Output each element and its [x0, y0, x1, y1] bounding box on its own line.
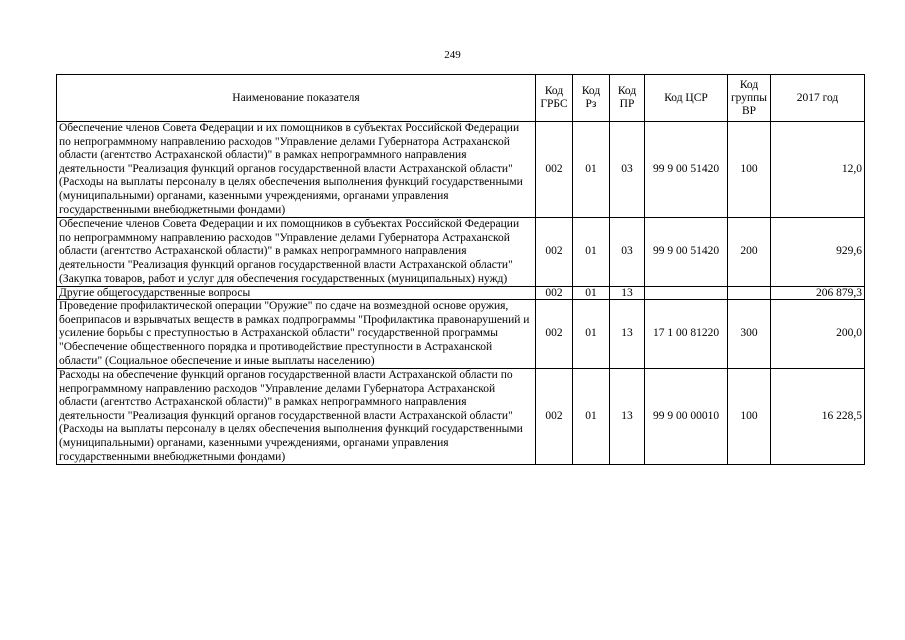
page-number: 249: [444, 49, 461, 61]
row-rz: 01: [573, 300, 610, 369]
row-pr: 03: [610, 218, 645, 287]
row-csr: 99 9 00 51420: [645, 218, 728, 287]
row-csr: [645, 287, 728, 300]
table-row: [57, 300, 865, 369]
row-csr: 17 1 00 81220: [645, 300, 728, 369]
header-rz: Код Рз: [573, 75, 610, 122]
row-grbs: 002: [536, 300, 573, 369]
header-name: Наименование показателя: [57, 75, 536, 122]
row-name: Другие общегосударственные вопросы: [57, 287, 536, 300]
row-vr: [728, 287, 771, 300]
row-grbs: 002: [536, 369, 573, 465]
row-amount: 12,0: [771, 122, 865, 218]
row-csr: 99 9 00 51420: [645, 122, 728, 218]
row-pr: 13: [610, 369, 645, 465]
row-amount: 206 879,3: [771, 287, 865, 300]
row-vr: 100: [728, 369, 771, 465]
header-grbs: Код ГРБС: [536, 75, 573, 122]
row-grbs: 002: [536, 122, 573, 218]
row-pr: 03: [610, 122, 645, 218]
header-vr: Код группы ВР: [728, 75, 771, 122]
table-row: [57, 287, 865, 300]
budget-table: [56, 74, 865, 465]
row-name: Обеспечение членов Совета Федерации и их помощников в субъектах Российской Федерации по непрограммному направлению расходов "Управление делами Губернатора Астраханской области (агентство Астраханской области)" в рамках непрограммного направления деятельности "Реализация функций органов государственной власти Астраханской области" (Расходы на выплаты персоналу в целях обеспечения выполнения функций государственными (муниципальными) органами, казенными учреждениями, органами управления государственными внебюджетными фондами): [57, 122, 536, 218]
table-row: [57, 218, 865, 287]
row-vr: 100: [728, 122, 771, 218]
row-name: Проведение профилактической операции "Оружие" по сдаче на возмездной основе оружия, боеприпасов и взрывчатых веществ в рамках подпрограммы "Профилактика правонарушений и усиление борьбы с преступностью в Астраханской области" государственной программы "Обеспечение общественного порядка и противодействие преступности в Астраханской области" (Социальное обеспечение и иные выплаты населению): [57, 300, 536, 369]
row-csr: 99 9 00 00010: [645, 369, 728, 465]
row-pr: 13: [610, 300, 645, 369]
table-header-row: [57, 75, 865, 122]
row-grbs: 002: [536, 287, 573, 300]
row-amount: 929,6: [771, 218, 865, 287]
row-rz: 01: [573, 369, 610, 465]
row-vr: 200: [728, 218, 771, 287]
table-row: [57, 122, 865, 218]
row-grbs: 002: [536, 218, 573, 287]
row-pr: 13: [610, 287, 645, 300]
row-amount: 16 228,5: [771, 369, 865, 465]
row-rz: 01: [573, 218, 610, 287]
header-csr: Код ЦСР: [645, 75, 728, 122]
table-row: [57, 369, 865, 465]
row-rz: 01: [573, 287, 610, 300]
header-pr: Код ПР: [610, 75, 645, 122]
row-name: Расходы на обеспечение функций органов государственной власти Астраханской области по непрограммному направлению расходов "Управление делами Губернатора Астраханской области (агентство Астраханской области)" в рамках непрограммного направления деятельности "Реализация функций органов государственной власти Астраханской области" (Расходы на выплаты персоналу в целях обеспечения выполнения функций государственными (муниципальными) органами, казенными учреждениями, органами управления государственными внебюджетными фондами): [57, 369, 536, 465]
row-name: Обеспечение членов Совета Федерации и их помощников в субъектах Российской Федерации по непрограммному направлению расходов "Управление делами Губернатора Астраханской области (агентство Астраханской области)" в рамках непрограммного направления деятельности "Реализация функций органов государственной власти Астраханской области" (Закупка товаров, работ и услуг для обеспечения государственных (муниципальных) нужд): [57, 218, 536, 287]
row-vr: 300: [728, 300, 771, 369]
row-rz: 01: [573, 122, 610, 218]
header-year: 2017 год: [771, 75, 865, 122]
row-amount: 200,0: [771, 300, 865, 369]
